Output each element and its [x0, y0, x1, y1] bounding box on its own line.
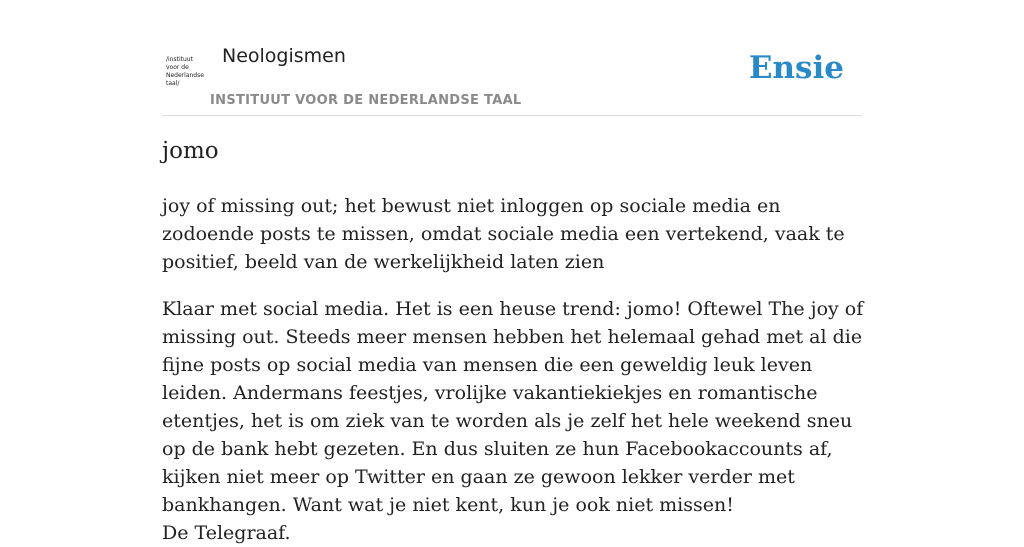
collection-title[interactable]: Neologismen	[222, 45, 346, 67]
entry-term: jomo	[162, 138, 219, 164]
institute-logo[interactable]	[166, 56, 210, 90]
example-source: De Telegraaf.	[162, 522, 291, 544]
example-text: Klaar met social media. Het is een heuse trend: jomo! Oftewel The joy of missing out. Steeds meer mensen hebben het helemaal gehad met al die fijne posts op social media van mensen die een geweldig leuk leven leiden. Andermans feestjes, vrolijke vakantiekiekjes en romantische etentjes, het is om ziek van te worden als je zelf het hele weekend sneu op de bank hebt gezeten. En dus sluiten ze hun Facebookaccounts af, kijken niet meer op Twitter en gaan ze gewoon lekker verder met bankhangen. Want wat je niet kent, kun je ook niet missen!	[162, 298, 864, 516]
logo-line: Nederlandse	[166, 72, 204, 79]
entry-definition: joy of missing out; het bewust niet inloggen op sociale media en zodoende posts te missen, omdat sociale media een vertekend, vaak te positief, beeld van de werkelijkheid laten zien	[162, 195, 845, 273]
ensie-brand-link[interactable]: Ensie	[748, 50, 844, 86]
header	[162, 0, 862, 116]
publisher-name: INSTITUUT VOOR DE NEDERLANDSE TAAL	[210, 93, 522, 108]
entry-example	[162, 295, 868, 547]
logo-line: voor de	[166, 64, 189, 71]
content-container	[162, 0, 864, 544]
logo-line: /instituut	[166, 56, 193, 63]
logo-line: taal/	[166, 80, 180, 87]
